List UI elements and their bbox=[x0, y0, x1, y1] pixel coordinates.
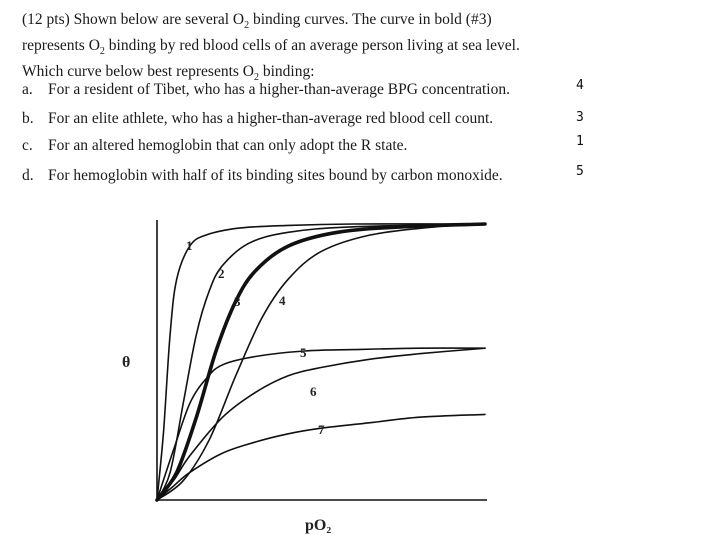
curve-label-5: 5 bbox=[300, 345, 307, 360]
answer-b: 3 bbox=[576, 110, 584, 125]
answer-a: 4 bbox=[576, 78, 584, 93]
question-line-3: Which curve below best represents $O_2$ binding: bbox=[22, 63, 315, 84]
choice-c: c. For an altered hemoglobin that can only adopt the R state. bbox=[22, 137, 408, 154]
question-line-2: represents $O_2$ binding by red blood cells of an average person living at sea level. bbox=[22, 37, 520, 58]
curve-1 bbox=[157, 224, 485, 500]
chart-curves bbox=[157, 224, 485, 500]
choice-a: a. For a resident of Tibet, who has a higher-than-average BPG concentration. bbox=[22, 81, 510, 98]
curve-label-3: 3 bbox=[234, 294, 241, 309]
curve-3 bbox=[157, 224, 485, 500]
choice-d: d. For hemoglobin with half of its binding sites bound by carbon monoxide. bbox=[22, 167, 503, 184]
curve-4 bbox=[157, 224, 485, 500]
choice-b: b. For an elite athlete, who has a higher-than-average red blood cell count. bbox=[22, 110, 494, 127]
chart-axes bbox=[157, 220, 487, 500]
question-line-1: (12 pts) Shown below are several $O_2$ binding curves. The curve in bold (#3) bbox=[22, 11, 492, 32]
answer-d: 5 bbox=[576, 164, 584, 179]
curve-label-1: 1 bbox=[186, 238, 193, 253]
answer-c: 1 bbox=[576, 134, 584, 149]
chart-curve-labels bbox=[186, 238, 325, 437]
curve-label-2: 2 bbox=[218, 266, 225, 281]
curve-label-6: 6 bbox=[310, 384, 317, 399]
curve-2 bbox=[157, 224, 485, 500]
x-axis-label: pO₂ bbox=[305, 517, 332, 534]
curve-label-4: 4 bbox=[279, 293, 286, 308]
y-axis-label: θ bbox=[122, 354, 131, 371]
curve-label-7: 7 bbox=[318, 422, 325, 437]
